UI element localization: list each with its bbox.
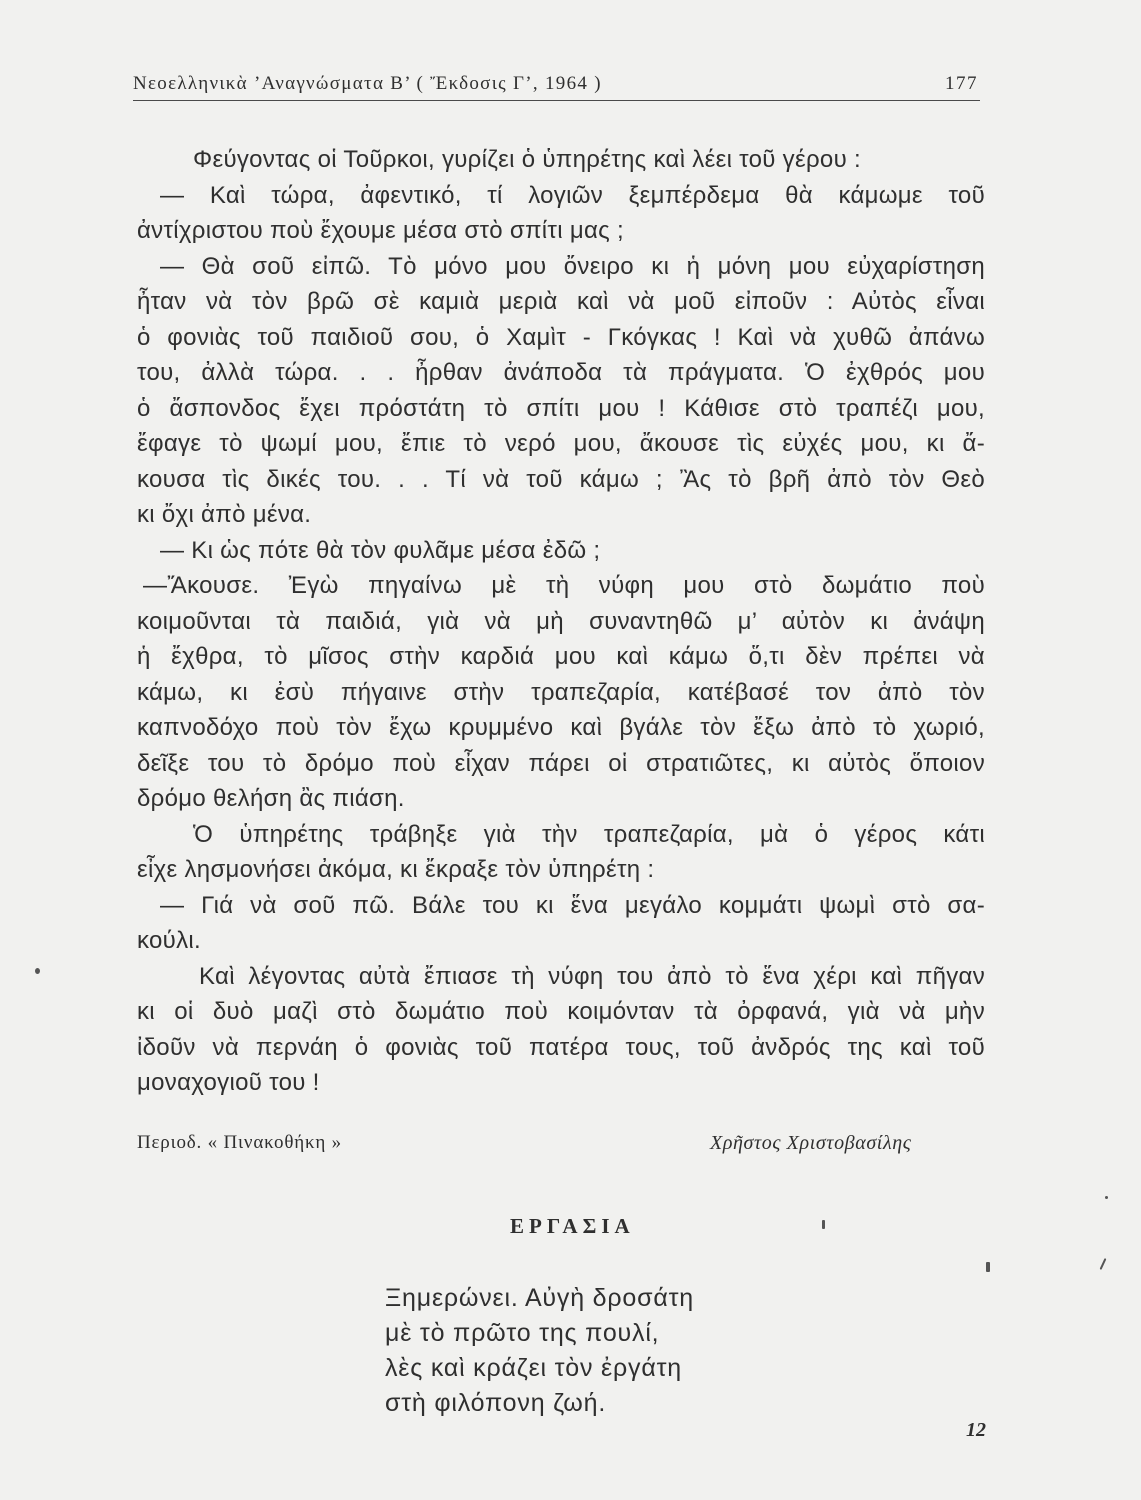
- poem-line: μὲ τὸ πρῶτο της πουλί,: [385, 1319, 660, 1347]
- text-line: κι οἱ δυὸ μαζὶ στὸ δωμάτιο ποὺ κοιμόνταν τὰ ὀρφανά, γιὰ νὰ μὴν: [137, 998, 985, 1025]
- text-line: δεῖξε του τὸ δρόμο ποὺ εἶχαν πάρει οἱ στρατιῶτες, κι αὐτὸς ὅποιον: [137, 749, 985, 777]
- poem-title: ΕΡΓΑΣΙΑ: [510, 1214, 635, 1238]
- text-line: καπνοδόχο ποὺ τὸν ἔχω κρυμμένο καὶ βγάλε τὸν ἔξω ἀπὸ τὸ χωριό,: [137, 714, 985, 741]
- text-line: Φεύγοντας οἱ Τοῦρκοι, γυρίζει ὁ ὑπηρέτης καὶ λέει τοῦ γέρου :: [193, 146, 861, 173]
- text-line: ἦταν νὰ τὸν βρῶ σὲ καμιὰ μεριὰ καὶ νὰ μοῦ εἰποῦν : Αὐτὸς εἶναι: [137, 288, 985, 315]
- poem-line: λὲς καὶ κράζει τὸν ἐργάτη: [385, 1354, 682, 1382]
- running-title: Νεοελληνικὰ ’Αναγνώσματα Β’ ( Ἔκδοσις Γ’, 1964 ): [133, 73, 602, 94]
- source-citation: Περιοδ. « Πινακοθήκη »: [137, 1132, 342, 1153]
- text-line: κοιμοῦνται τὰ παιδιά, γιὰ νὰ μὴ συναντηθῶ μ’ αὐτὸν κι ἀνάψη: [137, 607, 985, 635]
- text-line: —Ἄκουσε. Ἐγὼ πηγαίνω μὲ τὴ νύφη μου στὸ δωμάτιο ποὺ: [143, 572, 985, 599]
- dialogue-paragraph: [137, 249, 985, 533]
- text-line: — Κι ὡς πότε θὰ τὸν φυλᾶμε μέσα ἐδῶ ;: [160, 536, 601, 564]
- paragraph: [137, 817, 985, 888]
- dialogue-paragraph: [137, 178, 985, 249]
- poem-line: Ξημερώνει. Αὐγὴ δροσάτη: [385, 1284, 694, 1312]
- text-line: κάμω, κι ἐσὺ πήγαινε στὴν τραπεζαρία, κατέβασέ τον ἀπὸ τὸν: [137, 678, 985, 706]
- text-line: ἡ ἔχθρα, τὸ μῖσος στὴν καρδιά μου καὶ κάμω ὅ,τι δὲν πρέπει νὰ: [137, 643, 985, 670]
- scan-speck: [822, 1220, 825, 1229]
- text-line: εἶχε λησμονήσει ἀκόμα, κι ἔκραξε τὸν ὑπηρέτη :: [137, 856, 655, 883]
- text-line: δρόμο θελήση ἂς πιάση.: [137, 785, 405, 812]
- scan-speck: [986, 1262, 990, 1272]
- text-line: Καὶ λέγοντας αὐτὰ ἔπιασε τὴ νύφη του ἀπὸ τὸ ἕνα χέρι καὶ πῆγαν: [199, 962, 985, 990]
- author-name: Χρῆστος Χριστοβασίλης: [710, 1132, 912, 1154]
- scan-speck: [1105, 1196, 1108, 1199]
- article-body: [137, 142, 985, 1101]
- dialogue-paragraph: [137, 568, 985, 817]
- text-line: κούλι.: [137, 927, 201, 954]
- text-line: του, ἀλλὰ τώρα. . . ἦρθαν ἀνάποδα τὰ πράγματα. Ὁ ἐχθρός μου: [137, 359, 985, 386]
- dialogue-paragraph: [137, 533, 985, 569]
- scan-speck: [1100, 1258, 1107, 1270]
- text-line: — Γιά νὰ σοῦ πῶ. Βάλε του κι ἕνα μεγάλο κομμάτι ψωμὶ στὸ σα-: [160, 891, 985, 919]
- signature-mark: 12: [966, 1419, 986, 1441]
- text-line: — Καὶ τώρα, ἀφεντικό, τί λογιῶν ξεμπέρδεμα θὰ κάμωμε τοῦ: [160, 181, 985, 209]
- paragraph: [137, 142, 985, 178]
- text-line: ὁ ἄσπονδος ἔχει πρόστάτη τὸ σπίτι μου ! Κάθισε στὸ τραπέζι μου,: [137, 394, 985, 422]
- text-line: μοναχογιοῦ του !: [137, 1069, 320, 1096]
- paragraph: [137, 959, 985, 1101]
- text-line: Ὁ ὑπηρέτης τράβηξε γιὰ τὴν τραπεζαρία, μὰ ὁ γέρος κάτι: [193, 820, 985, 848]
- scan-speck: [35, 968, 40, 974]
- text-line: ἔφαγε τὸ ψωμί μου, ἔπιε τὸ νερό μου, ἄκουσε τὶς εὐχές μου, κι ἄ-: [137, 430, 985, 457]
- text-line: κουσα τὶς δικές του. . . Τί νὰ τοῦ κάμω ; Ἂς τὸ βρῆ ἀπὸ τὸν Θεὸ: [137, 465, 985, 493]
- poem-line: στὴ φιλόπονη ζωή.: [385, 1389, 607, 1417]
- poem: [385, 1281, 694, 1421]
- dialogue-paragraph: [137, 888, 985, 959]
- text-line: ὁ φονιὰς τοῦ παιδιοῦ σου, ὁ Χαμὶτ - Γκόγκας ! Καὶ νὰ χυθῶ ἀπάνω: [137, 323, 985, 351]
- running-header: [133, 70, 980, 101]
- text-line: ἀντίχριστου ποὺ ἔχουμε μέσα στὸ σπίτι μας ;: [137, 217, 624, 244]
- page-number: 177: [945, 73, 978, 94]
- text-line: ἰδοῦν νὰ περνάη ὁ φονιὰς τοῦ πατέρα τους, τοῦ ἀνδρός της καὶ τοῦ: [137, 1033, 985, 1061]
- text-line: κι ὄχι ἀπὸ μένα.: [137, 501, 312, 528]
- text-line: — Θὰ σοῦ εἰπῶ. Τὸ μόνο μου ὄνειρο κι ἡ μόνη μου εὐχαρίστηση: [160, 252, 985, 280]
